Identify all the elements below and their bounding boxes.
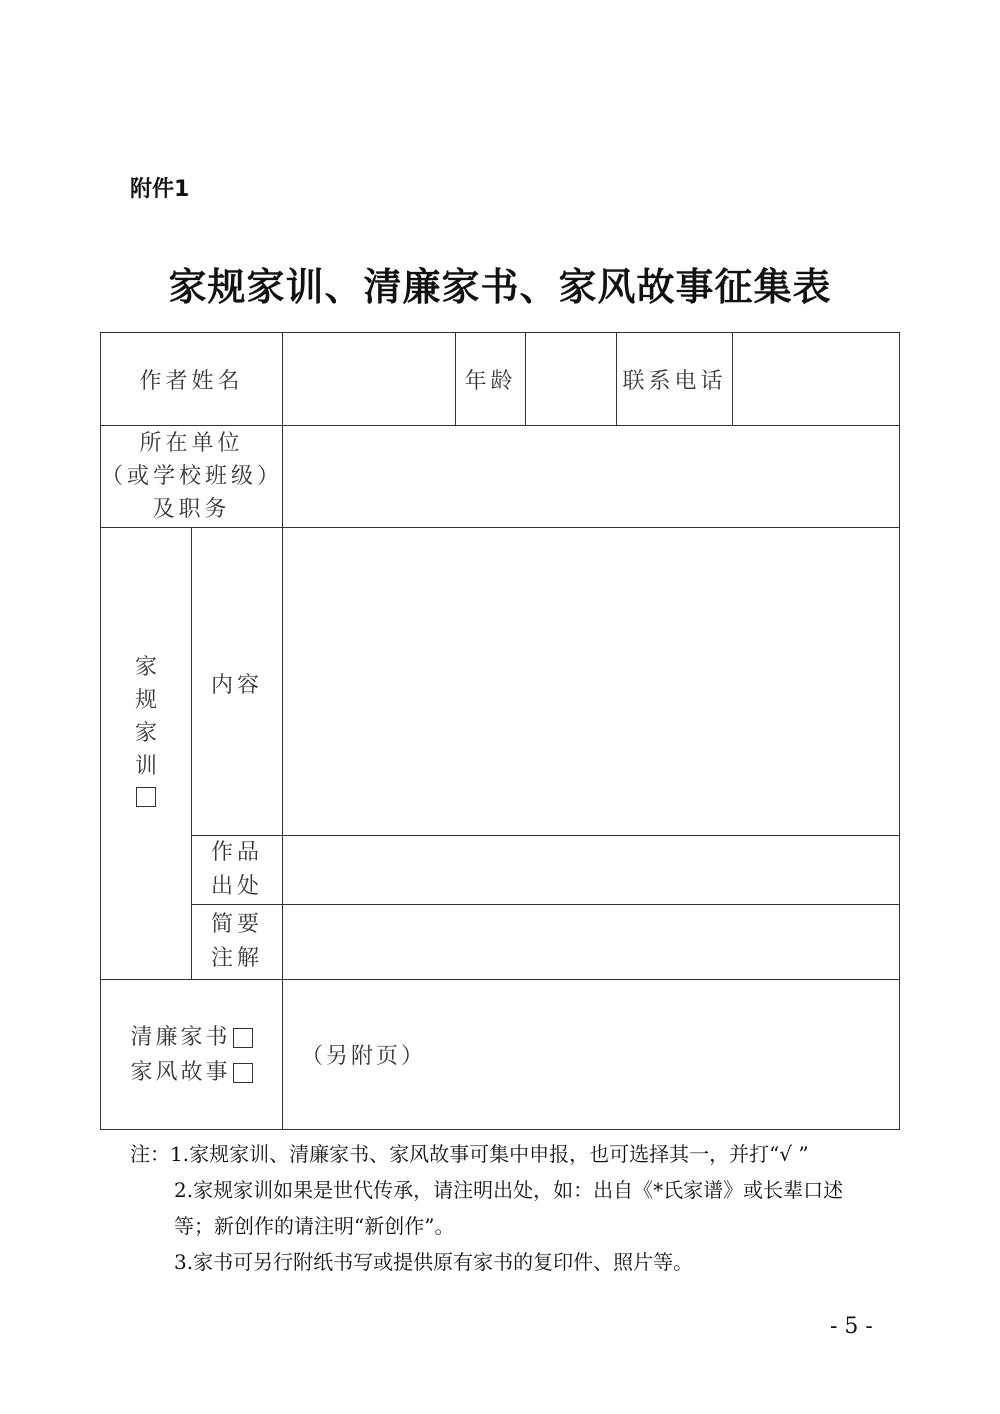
content-label-text: 内容 bbox=[211, 673, 264, 698]
family-story-checkbox[interactable] bbox=[233, 1063, 253, 1083]
notes-section bbox=[130, 1136, 843, 1280]
age-label: 年龄 bbox=[456, 333, 526, 426]
phone-label: 联系电话 bbox=[617, 333, 733, 426]
attach-note: （另附页） bbox=[301, 1044, 427, 1069]
note-item-1: 1.家规家训、清廉家书、家风故事可集中申报，也可选择其一，并打“√ ” bbox=[170, 1142, 809, 1166]
annotation-label-line2: 注解 bbox=[211, 946, 264, 971]
letter-story-field[interactable] bbox=[283, 980, 900, 1130]
unit-label-line1: 所在单位 bbox=[139, 431, 244, 456]
category-char-1: 家 bbox=[134, 654, 157, 680]
author-name-label: 作者姓名 bbox=[101, 333, 283, 426]
family-rules-checkbox[interactable] bbox=[136, 787, 156, 807]
note-item-3: 3.家书可另行附纸书写或提供原有家书的复印件、照片等。 bbox=[174, 1250, 694, 1274]
category-char-2: 规 bbox=[134, 687, 157, 713]
attachment-label: 附件1 bbox=[130, 177, 190, 202]
form-title: 家规家训、清廉家书、家风故事征集表 bbox=[168, 264, 832, 309]
unit-label-line3: 及职务 bbox=[152, 497, 231, 522]
content-label bbox=[192, 528, 283, 836]
source-label-line1: 作品 bbox=[211, 840, 264, 865]
phone-field[interactable] bbox=[733, 333, 900, 426]
family-rules-category bbox=[101, 528, 192, 980]
page-number: - 5 - bbox=[830, 1314, 873, 1339]
unit-label-line2: （或学校班级） bbox=[101, 464, 284, 489]
note-item-2-line2: 等；新创作的请注明“新创作”。 bbox=[174, 1214, 455, 1238]
notes-prefix: 注： bbox=[130, 1142, 170, 1166]
author-name-field[interactable] bbox=[283, 333, 456, 426]
unit-field[interactable] bbox=[283, 426, 900, 528]
content-field[interactable] bbox=[283, 528, 900, 836]
category-char-4: 训 bbox=[134, 753, 157, 779]
annotation-label bbox=[192, 905, 283, 980]
collection-form-table bbox=[100, 332, 900, 1130]
family-story-label: 家风故事 bbox=[130, 1059, 231, 1085]
source-label-line2: 出处 bbox=[211, 874, 264, 899]
category-char-3: 家 bbox=[134, 720, 157, 746]
unit-label bbox=[101, 426, 283, 528]
clean-letter-label: 清廉家书 bbox=[130, 1024, 231, 1050]
annotation-field[interactable] bbox=[283, 905, 900, 980]
letter-story-category bbox=[101, 980, 283, 1130]
annotation-label-line1: 简要 bbox=[211, 912, 264, 937]
note-item-2-line1: 2.家规家训如果是世代传承，请注明出处，如：出自《*氏家谱》或长辈口述 bbox=[174, 1178, 844, 1202]
clean-letter-checkbox[interactable] bbox=[233, 1028, 253, 1048]
source-label bbox=[192, 836, 283, 905]
age-field[interactable] bbox=[526, 333, 617, 426]
source-field[interactable] bbox=[283, 836, 900, 905]
